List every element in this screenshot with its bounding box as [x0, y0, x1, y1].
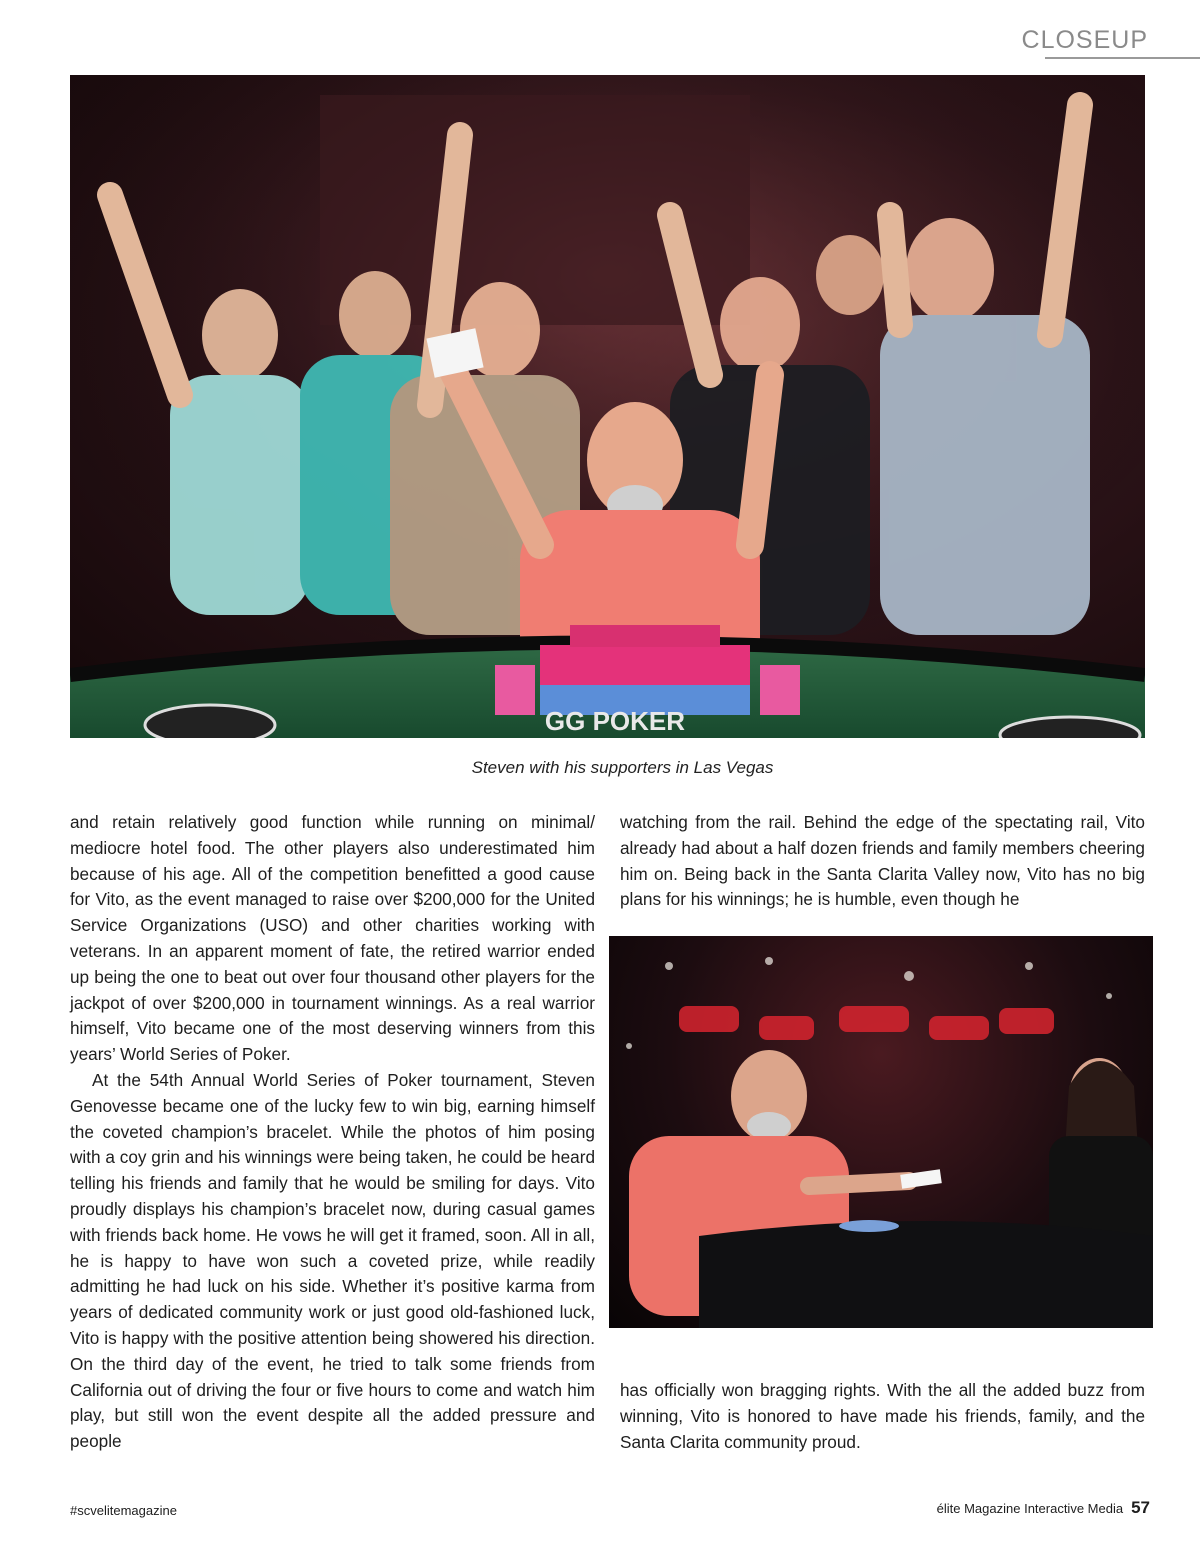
article-left-column: [70, 810, 595, 1455]
section-label: CLOSEUP: [1021, 26, 1148, 54]
table-logo: GG POKER: [544, 706, 686, 736]
footer-hashtag: #scvelitemagazine: [70, 1503, 177, 1518]
article-paragraph: and retain relatively good function while running on minimal/ mediocre hotel food. The other players also underestimated him because of his age. All of the competition benefitted a good cause for Vito, as the event managed to raise over $200,000 for the United Service Organizations (USO) and other charities working with veterans. In an apparent moment of fate, the retired warrior ended up being the one to beat out over four thousand other players for the jackpot of over $200,000 in tournament winnings. As a real warrior himself, Vito became one of the most deserving winners from this years’ World Series of Poker.: [70, 812, 595, 1065]
main-photo: [70, 75, 1145, 738]
main-photo-illustration: [70, 75, 1145, 738]
footer-publication: [937, 1498, 1150, 1518]
article-right-column-top: [620, 810, 1145, 913]
inset-photo-illustration: [609, 936, 1153, 1328]
article-paragraph: watching from the rail. Behind the edge of the spectating rail, Vito already had about a half dozen friends and family members cheering him on. Being back in the Santa Clarita Valley now, Vito has no big plans for his winnings; he is humble, even though he: [620, 812, 1145, 910]
section-rule: [1045, 57, 1200, 59]
article-paragraph: At the 54th Annual World Series of Poker tournament, Steven Genovesse became one of the lucky few to win big, earning himself the coveted champion’s bracelet. While the photos of him posing with a coy grin and his winnings were being taken, he could be heard telling his friends and family that he would be smiling for days. Vito proudly displays his champion’s bracelet now, during casual games with friends back home. He vows he will get it framed, soon. All in all, he is happy to have won such a coveted prize, while readily admitting he had luck on his side. Whether it’s positive karma from years of dedicated community work or just good old-fashioned luck, Vito is happy with the positive attention being showered his direction. On the third day of the event, he tried to talk some friends from California out of driving the four or five hours to come and watch him play, but still won the event despite all the added pressure and people: [70, 1069, 595, 1452]
article-right-column-bottom: [620, 1378, 1145, 1455]
publication-name: élite Magazine Interactive Media: [936, 1501, 1124, 1516]
inset-photo: [609, 936, 1153, 1328]
photo-caption: Steven with his supporters in Las Vegas: [471, 758, 774, 777]
page-number: 57: [1131, 1498, 1150, 1517]
article-paragraph: has officially won bragging rights. With the all the added buzz from winning, Vito is honored to have made his friends, family, and the Santa Clarita community proud.: [620, 1380, 1145, 1452]
